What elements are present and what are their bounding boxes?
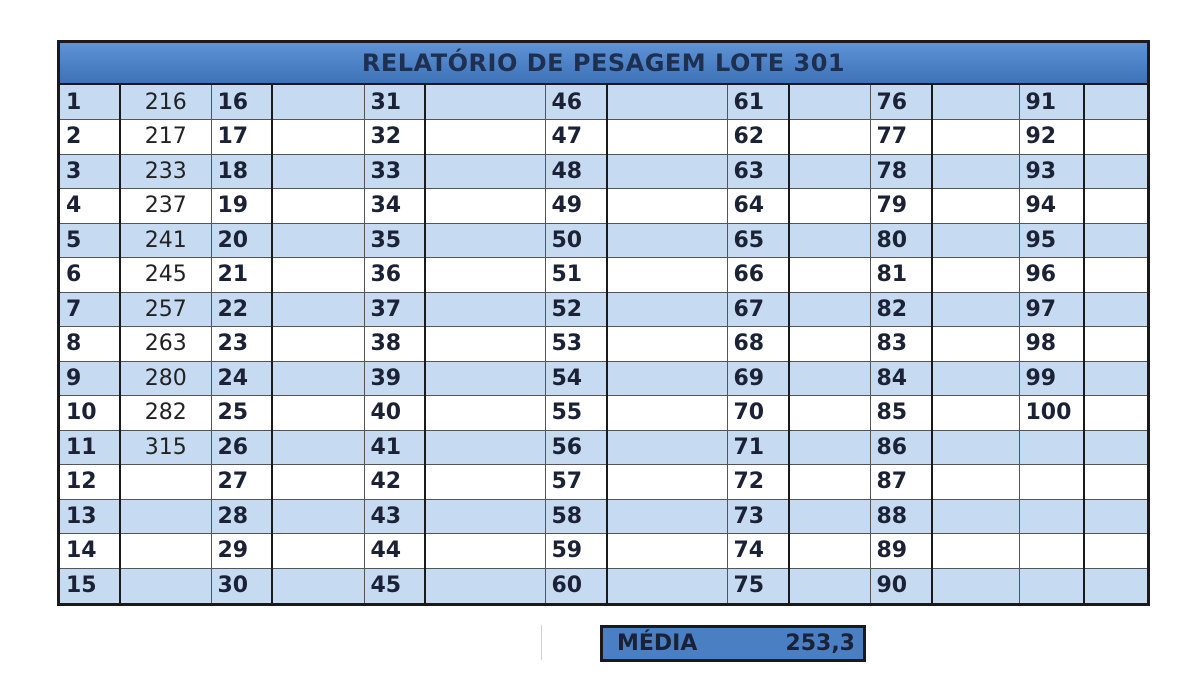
animal-number-cell[interactable]: 36 [364,258,425,293]
weight-cell[interactable] [425,154,545,189]
weight-cell[interactable] [272,85,364,120]
animal-number-cell[interactable]: 18 [211,154,272,189]
animal-number-cell[interactable]: 85 [870,396,932,431]
animal-number-cell[interactable]: 97 [1019,292,1084,327]
table-row [60,465,1147,500]
average-label: MÉDIA [617,631,698,656]
animal-number-cell[interactable]: 26 [211,430,272,465]
animal-number-cell[interactable]: 68 [727,327,789,362]
weight-cell[interactable] [1084,430,1147,465]
weight-cell[interactable] [932,534,1019,569]
table-row [60,361,1147,396]
animal-number-cell[interactable]: 52 [545,292,607,327]
animal-number-cell[interactable]: 55 [545,396,607,431]
animal-number-cell[interactable]: 82 [870,292,932,327]
animal-number-cell[interactable]: 34 [364,189,425,224]
animal-number-cell[interactable]: 6 [60,258,120,293]
weight-cell[interactable] [120,534,211,569]
weight-cell[interactable] [1084,120,1147,155]
weight-cell[interactable] [607,189,727,224]
animal-number-cell[interactable]: 73 [727,499,789,534]
weight-cell[interactable] [607,568,727,603]
weight-cell[interactable] [932,499,1019,534]
weight-cell[interactable] [607,465,727,500]
weight-cell[interactable] [789,120,870,155]
animal-number-cell[interactable]: 16 [211,85,272,120]
animal-number-cell[interactable]: 48 [545,154,607,189]
weight-cell[interactable] [607,154,727,189]
weight-cell[interactable] [789,189,870,224]
weight-cell[interactable]: 237 [120,189,211,224]
weight-cell[interactable] [607,258,727,293]
animal-number-cell[interactable]: 100 [1019,396,1084,431]
animal-number-cell[interactable]: 39 [364,361,425,396]
animal-number-cell[interactable]: 4 [60,189,120,224]
weight-cell[interactable] [425,465,545,500]
weight-cell[interactable] [425,499,545,534]
weight-cell[interactable] [1084,534,1147,569]
animal-number-cell[interactable]: 62 [727,120,789,155]
animal-number-cell[interactable]: 66 [727,258,789,293]
animal-number-cell[interactable]: 10 [60,396,120,431]
weight-cell[interactable] [1084,189,1147,224]
weight-cell[interactable]: 233 [120,154,211,189]
animal-number-cell[interactable]: 1 [60,85,120,120]
weight-cell[interactable] [932,327,1019,362]
weight-cell[interactable]: 257 [120,292,211,327]
animal-number-cell[interactable] [1019,465,1084,500]
table-row [60,258,1147,293]
weight-cell[interactable] [425,120,545,155]
weight-cell[interactable] [425,361,545,396]
animal-number-cell[interactable]: 15 [60,568,120,603]
weight-cell[interactable] [1084,85,1147,120]
animal-number-cell[interactable]: 31 [364,85,425,120]
weight-cell[interactable] [607,85,727,120]
weight-cell[interactable] [425,292,545,327]
animal-number-cell[interactable] [1019,499,1084,534]
table-row [60,154,1147,189]
weight-cell[interactable] [1084,154,1147,189]
weight-cell[interactable]: 216 [120,85,211,120]
animal-number-cell[interactable] [1019,430,1084,465]
animal-number-cell[interactable]: 2 [60,120,120,155]
animal-number-cell[interactable]: 69 [727,361,789,396]
weight-cell[interactable] [1084,327,1147,362]
weight-cell[interactable] [272,120,364,155]
weight-cell[interactable] [789,154,870,189]
animal-number-cell[interactable]: 63 [727,154,789,189]
weight-cell[interactable] [932,189,1019,224]
weight-cell[interactable] [272,396,364,431]
animal-number-cell[interactable]: 13 [60,499,120,534]
animal-number-cell[interactable] [1019,534,1084,569]
table-row [60,85,1147,120]
animal-number-cell[interactable]: 93 [1019,154,1084,189]
weight-cell[interactable] [120,465,211,500]
weight-cell[interactable] [932,465,1019,500]
animal-number-cell[interactable]: 77 [870,120,932,155]
animal-number-cell[interactable]: 20 [211,223,272,258]
weight-cell[interactable] [789,534,870,569]
animal-number-cell[interactable]: 11 [60,430,120,465]
animal-number-cell[interactable]: 67 [727,292,789,327]
animal-number-cell[interactable]: 71 [727,430,789,465]
weight-cell[interactable] [425,430,545,465]
animal-number-cell[interactable]: 24 [211,361,272,396]
weight-cell[interactable] [789,327,870,362]
animal-number-cell[interactable]: 47 [545,120,607,155]
weight-cell[interactable] [425,327,545,362]
animal-number-cell[interactable]: 95 [1019,223,1084,258]
animal-number-cell[interactable]: 81 [870,258,932,293]
weight-cell[interactable] [789,85,870,120]
weight-cell[interactable] [120,568,211,603]
table-row [60,327,1147,362]
animal-number-cell[interactable]: 79 [870,189,932,224]
weight-cell[interactable] [272,189,364,224]
animal-number-cell[interactable]: 23 [211,327,272,362]
weight-cell[interactable] [789,292,870,327]
animal-number-cell[interactable]: 86 [870,430,932,465]
weight-cell[interactable]: 241 [120,223,211,258]
weight-cell[interactable]: 263 [120,327,211,362]
animal-number-cell[interactable]: 92 [1019,120,1084,155]
animal-number-cell[interactable]: 38 [364,327,425,362]
weight-cell[interactable] [607,396,727,431]
weight-cell[interactable] [1084,223,1147,258]
table-row [60,223,1147,258]
animal-number-cell[interactable]: 45 [364,568,425,603]
animal-number-cell[interactable]: 96 [1019,258,1084,293]
weight-cell[interactable]: 217 [120,120,211,155]
weight-cell[interactable]: 315 [120,430,211,465]
weight-cell[interactable] [789,568,870,603]
weight-cell[interactable] [932,361,1019,396]
weight-cell[interactable] [1084,361,1147,396]
animal-number-cell[interactable]: 74 [727,534,789,569]
animal-number-cell[interactable]: 72 [727,465,789,500]
weight-cell[interactable] [425,568,545,603]
weight-cell[interactable] [789,499,870,534]
animal-number-cell[interactable]: 65 [727,223,789,258]
weight-cell[interactable] [1084,465,1147,500]
table-row [60,120,1147,155]
animal-number-cell[interactable]: 7 [60,292,120,327]
weight-cell[interactable] [272,361,364,396]
animal-number-cell[interactable]: 59 [545,534,607,569]
animal-number-cell[interactable]: 25 [211,396,272,431]
table-row [60,189,1147,224]
table-row [60,534,1147,569]
animal-number-cell[interactable]: 88 [870,499,932,534]
weight-cell[interactable] [425,258,545,293]
weight-cell[interactable] [607,223,727,258]
weight-cell[interactable] [789,430,870,465]
weight-cell[interactable] [272,223,364,258]
animal-number-cell[interactable]: 60 [545,568,607,603]
animal-number-cell[interactable]: 75 [727,568,789,603]
weight-cell[interactable] [1084,258,1147,293]
weight-cell[interactable] [272,258,364,293]
weight-cell[interactable] [1084,568,1147,603]
animal-number-cell[interactable]: 28 [211,499,272,534]
animal-number-cell[interactable]: 40 [364,396,425,431]
animal-number-cell[interactable]: 19 [211,189,272,224]
animal-number-cell[interactable]: 51 [545,258,607,293]
weight-cell[interactable] [272,465,364,500]
table-row [60,430,1147,465]
animal-number-cell[interactable]: 94 [1019,189,1084,224]
report-title-bar [60,43,1147,85]
animal-number-cell[interactable]: 76 [870,85,932,120]
weight-cell[interactable] [932,85,1019,120]
weight-cell[interactable] [789,465,870,500]
animal-number-cell[interactable]: 89 [870,534,932,569]
weight-cell[interactable] [272,534,364,569]
weight-cell[interactable] [425,85,545,120]
animal-number-cell[interactable]: 50 [545,223,607,258]
animal-number-cell[interactable]: 90 [870,568,932,603]
weighing-report-sheet [57,40,1150,606]
animal-number-cell[interactable]: 33 [364,154,425,189]
report-title: RELATÓRIO DE PESAGEM LOTE 301 [361,49,846,77]
animal-number-cell[interactable]: 84 [870,361,932,396]
animal-number-cell[interactable] [1019,568,1084,603]
animal-number-cell[interactable]: 70 [727,396,789,431]
animal-number-cell[interactable]: 27 [211,465,272,500]
animal-number-cell[interactable]: 64 [727,189,789,224]
animal-number-cell[interactable]: 42 [364,465,425,500]
animal-number-cell[interactable]: 12 [60,465,120,500]
animal-number-cell[interactable]: 49 [545,189,607,224]
animal-number-cell[interactable]: 44 [364,534,425,569]
weight-cell[interactable] [607,327,727,362]
animal-number-cell[interactable]: 29 [211,534,272,569]
weight-cell[interactable] [932,258,1019,293]
weight-cell[interactable] [425,189,545,224]
animal-number-cell[interactable]: 57 [545,465,607,500]
weight-cell[interactable]: 245 [120,258,211,293]
weight-cell[interactable]: 282 [120,396,211,431]
animal-number-cell[interactable]: 99 [1019,361,1084,396]
animal-number-cell[interactable]: 87 [870,465,932,500]
animal-number-cell[interactable]: 35 [364,223,425,258]
animal-number-cell[interactable]: 54 [545,361,607,396]
animal-number-cell[interactable]: 83 [870,327,932,362]
weight-cell[interactable] [272,499,364,534]
weight-cell[interactable] [272,327,364,362]
weight-cell[interactable] [607,499,727,534]
animal-number-cell[interactable]: 37 [364,292,425,327]
weight-cell[interactable] [425,396,545,431]
weight-cell[interactable] [607,120,727,155]
animal-number-cell[interactable]: 43 [364,499,425,534]
animal-number-cell[interactable]: 53 [545,327,607,362]
weight-cell[interactable] [932,396,1019,431]
animal-number-cell[interactable]: 91 [1019,85,1084,120]
weight-cell[interactable] [607,292,727,327]
average-summary-box [600,625,866,662]
weight-cell[interactable] [120,499,211,534]
animal-number-cell[interactable]: 21 [211,258,272,293]
weight-cell[interactable] [272,568,364,603]
weight-cell[interactable] [425,534,545,569]
weight-cell[interactable] [789,361,870,396]
weight-cell[interactable] [1084,499,1147,534]
animal-number-cell[interactable]: 56 [545,430,607,465]
table-row [60,396,1147,431]
animal-number-cell[interactable]: 9 [60,361,120,396]
animal-number-cell[interactable]: 32 [364,120,425,155]
animal-number-cell[interactable]: 14 [60,534,120,569]
weight-cell[interactable] [1084,396,1147,431]
column-divider-line [541,625,542,660]
weight-cell[interactable] [932,292,1019,327]
weight-cell[interactable]: 280 [120,361,211,396]
animal-number-cell[interactable]: 78 [870,154,932,189]
animal-number-cell[interactable]: 22 [211,292,272,327]
animal-number-cell[interactable]: 5 [60,223,120,258]
table-row [60,568,1147,603]
weight-cell[interactable] [607,430,727,465]
weight-cell[interactable] [1084,292,1147,327]
weight-cell[interactable] [607,534,727,569]
average-value: 253,3 [785,631,855,656]
weight-cell[interactable] [932,154,1019,189]
animal-number-cell[interactable]: 30 [211,568,272,603]
animal-number-cell[interactable]: 98 [1019,327,1084,362]
table-row [60,292,1147,327]
animal-number-cell[interactable]: 80 [870,223,932,258]
table-row [60,499,1147,534]
weight-cell[interactable] [425,223,545,258]
weight-cell[interactable] [932,120,1019,155]
animal-number-cell[interactable]: 41 [364,430,425,465]
weight-cell[interactable] [789,223,870,258]
weight-cell[interactable] [932,223,1019,258]
animal-number-cell[interactable]: 8 [60,327,120,362]
weight-cell[interactable] [932,430,1019,465]
animal-number-cell[interactable]: 46 [545,85,607,120]
weighing-table [60,85,1147,603]
weight-cell[interactable] [272,430,364,465]
animal-number-cell[interactable]: 17 [211,120,272,155]
weight-cell[interactable] [789,396,870,431]
animal-number-cell[interactable]: 3 [60,154,120,189]
weight-cell[interactable] [932,568,1019,603]
weight-cell[interactable] [272,154,364,189]
weight-cell[interactable] [272,292,364,327]
animal-number-cell[interactable]: 58 [545,499,607,534]
weight-cell[interactable] [607,361,727,396]
weight-cell[interactable] [789,258,870,293]
animal-number-cell[interactable]: 61 [727,85,789,120]
